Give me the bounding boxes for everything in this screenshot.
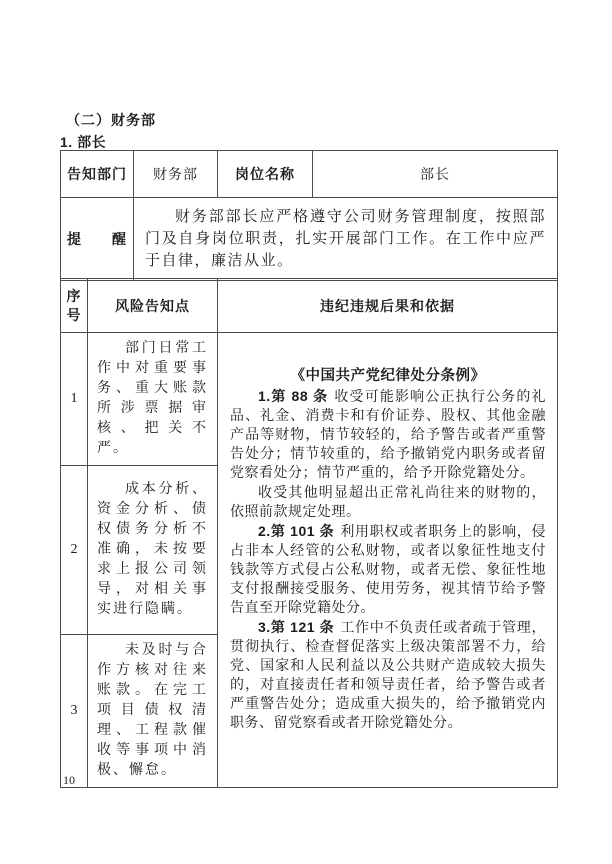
reminder-text-cell — [134, 198, 558, 281]
position-label-cell: 岗位名称 — [218, 151, 313, 198]
row-no-cell: 3 — [61, 635, 88, 788]
article-text: 收受其他明显超出正常礼尚往来的财物的，依照前款规定处理。 — [230, 486, 546, 520]
page-number: 10 — [63, 773, 75, 787]
article-text: 工作中不负责任或者疏于管理，贯彻执行、检查督促落实上级决策部署不力，给党、国家和人民利益以及公共财产造成较大损失的，对直接责任者和领导责任者，给予警告或者严重警告处分；造成重大损失的，给予撤销党内职务、留党察看或者开除党籍处分。 — [230, 621, 546, 731]
regulation-paragraph — [230, 483, 546, 522]
regulation-title: 《中国共产党纪律处分条例》 — [290, 368, 486, 384]
article-number: 1.第 88 条 — [258, 388, 329, 404]
article-number: 3.第 121 条 — [258, 619, 335, 635]
regulation-paragraph — [230, 522, 546, 618]
col-header-no: 序号 — [61, 279, 88, 333]
table-header-row — [61, 279, 558, 333]
reminder-label-cell: 提 醒 — [61, 198, 134, 281]
regulation-paragraph — [230, 618, 546, 733]
table-row — [61, 198, 558, 281]
col-header-consequence: 违纪违规后果和依据 — [218, 279, 558, 333]
dept-label-cell: 告知部门 — [61, 151, 134, 198]
table-row — [61, 151, 558, 198]
position-info-table — [60, 150, 558, 281]
position-value-cell: 部长 — [313, 151, 558, 198]
article-text: 利用职权或者职务上的影响，侵占非本人经管的公私财物，或者以象征性地支付钱款等方式侵占公私财物，或者无偿、象征性地支付报酬接受服务、使用劳务，视其情节给予警告直至开除党籍处分。 — [230, 525, 546, 616]
row-no-cell: 2 — [61, 466, 88, 635]
table-row — [61, 333, 558, 466]
item-heading: 1. 部长 — [60, 134, 107, 150]
article-number: 2.第 101 条 — [258, 523, 335, 539]
risk-point-cell: 部门日常工作中对重要事务、重大账款所涉票据审核、把关不严。 — [88, 333, 218, 466]
reminder-text: 财务部部长应严格遵守公司财务管理制度，按照部门及自身岗位职责，扎实开展部门工作。在工作中应严于自律，廉洁从业。 — [145, 209, 546, 269]
dept-value-cell: 财务部 — [134, 151, 218, 198]
risk-point-cell: 成本分析、资金分析、债权债务分析不准确，未按要求上报公司领导，对相关事实进行隐瞒。 — [88, 466, 218, 635]
article-text: 收受可能影响公正执行公务的礼品、礼金、消费卡和有价证券、股权、其他金融产品等财物，情节较轻的，给予警告或者严重警告处分；情节较重的，给予撤销党内职务或者留党察看处分；情节严重的，给予开除党籍处分。 — [230, 390, 547, 481]
row-no-cell: 1 — [61, 333, 88, 466]
risk-notification-table — [60, 278, 558, 788]
col-header-risk: 风险告知点 — [88, 279, 218, 333]
consequence-cell — [218, 333, 558, 788]
risk-point-cell: 未及时与合作方核对往来账款。在完工项目债权清理、工程款催收等事项中消极、懈怠。 — [88, 635, 218, 788]
section-heading: （二）财务部 — [66, 112, 156, 128]
regulation-paragraph — [230, 387, 546, 483]
